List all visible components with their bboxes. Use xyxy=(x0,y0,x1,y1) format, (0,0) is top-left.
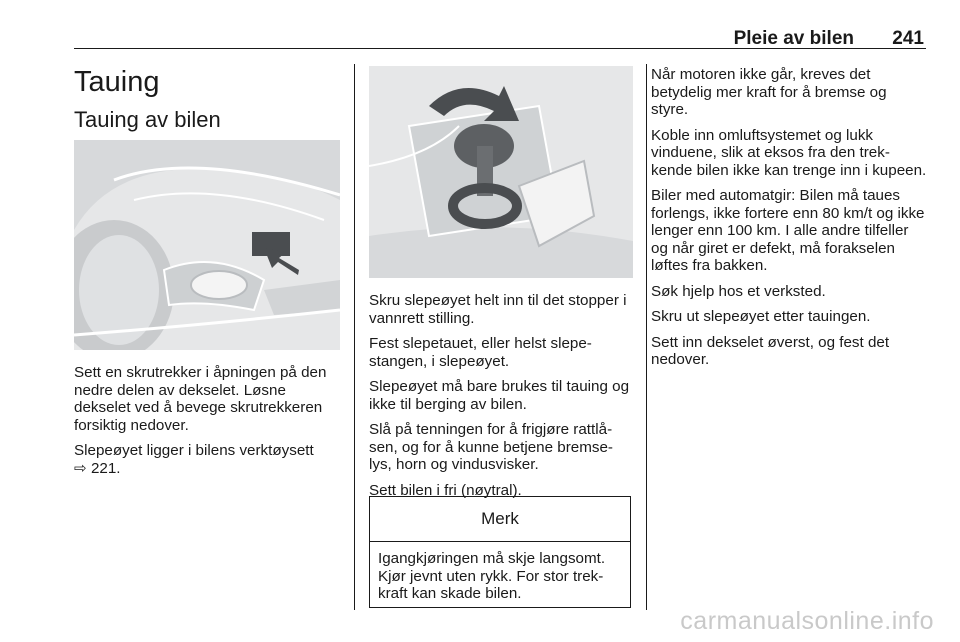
section-heading: Tauing av bilen xyxy=(74,107,221,132)
column-divider-2 xyxy=(646,64,647,610)
paragraph: Koble inn omluftsystemet og lukk vinduene, slik at eksos fra den trek-kende bilen ikke kan trenge inn i kupeen. xyxy=(651,126,927,179)
paragraph: Fest slepetauet, eller helst slepe-stangen, i slepeøyet. xyxy=(369,335,592,370)
page-header xyxy=(74,20,926,48)
paragraph: Biler med automatgir: Bilen må taues forlengs, ikke fortere enn 80 km/t og ikke lenger enn 100 km. I alle andre tilfeller og når giret er defekt, må forakselen løftes fra bakken. xyxy=(651,187,925,274)
paragraph: Slå på tenningen for å frigjøre rattlå-sen, og for å kunne betjene bremse-lys, horn og vindusvisker. xyxy=(369,421,613,473)
column-3-text xyxy=(651,66,927,377)
paragraph: Skru slepeøyet helt inn til det stopper i vannrett stilling. xyxy=(369,292,627,327)
column-divider-1 xyxy=(354,64,355,610)
paragraph: Sett inn dekselet øverst, og fest det nedover. xyxy=(651,333,890,368)
page-number: 241 xyxy=(892,28,924,49)
column-1-text xyxy=(74,364,340,485)
car-bumper-drawing xyxy=(74,140,340,350)
note-title: Merk xyxy=(370,497,630,542)
column-2-text xyxy=(369,292,633,507)
tow-eye-illustration xyxy=(369,66,633,278)
reference-page: 221. xyxy=(90,459,121,477)
section-title: Pleie av bilen xyxy=(733,28,854,49)
paragraph: Når motoren ikke går, kreves det betydelig mer kraft for å bremse og styre. xyxy=(651,66,887,118)
paragraph: Sett bilen i fri (nøytral). xyxy=(369,481,522,499)
watermark: carmanualsonline.info xyxy=(680,607,934,635)
chapter-heading: Tauing xyxy=(74,66,160,98)
paragraph: Slepeøyet må bare brukes til tauing og ikke til berging av bilen. xyxy=(369,378,630,413)
header-rule xyxy=(74,48,926,49)
tow-eye-drawing xyxy=(369,66,633,278)
car-bumper-illustration xyxy=(74,140,340,350)
note-body: Igangkjøringen må skje langsomt. Kjør jevnt uten rykk. For stor trek-kraft kan skade bilen. xyxy=(378,550,606,602)
arrow-reference-icon: ⇨ xyxy=(74,459,87,477)
paragraph: Slepeøyet ligger i bilens verktøysett xyxy=(74,442,314,459)
paragraph: Søk hjelp hos et verksted. xyxy=(651,282,826,300)
paragraph: Skru ut slepeøyet etter tauingen. xyxy=(651,308,871,325)
reference-line xyxy=(74,460,340,478)
note-box xyxy=(369,496,631,608)
paragraph: Sett en skrutrekker i åpningen på den nedre delen av dekselet. Løsne dekselet ved å bevege skrutrekkeren forsiktig nedover. xyxy=(74,364,327,434)
